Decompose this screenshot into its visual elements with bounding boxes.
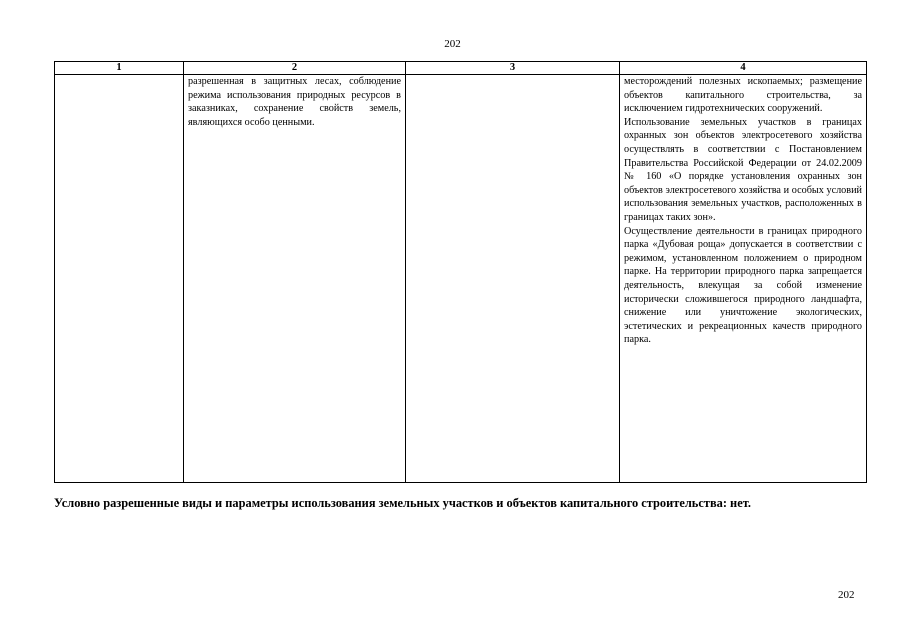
land-use-table [54,61,867,483]
column-header-row [55,62,867,75]
table-row [55,75,867,483]
cell-col3 [406,75,620,483]
page-number-top: 202 [444,38,461,50]
column-header-2: 2 [184,62,406,75]
column-header-1: 1 [55,62,184,75]
column-header-4: 4 [620,62,867,75]
conditional-uses-statement: Условно разрешенные виды и параметры использования земельных участков и объектов капитального строительства: нет. [54,496,751,510]
page-number-bottom: 202 [838,589,855,601]
cell-col2: разрешенная в защитных лесах, соблюдение режима использования природных ресурсов в заказниках, сохранение свойств земель, являющихся особо ценными. [184,75,406,483]
cell-col4-paragraph-3: Осуществление деятельности в границах природного парка «Дубовая роща» допускается в соответствии с режимом, установленном положением о природном парке. На территории природного парка запрещается деятельность, влекущая за собой изменение исторически сложившегося природного ландшафта, снижение или уничтожение экологических, эстетических и рекреационных качеств природного парка. [624,225,862,346]
cell-col4-paragraph-1: месторождений полезных ископаемых; размещение объектов капитального строительства, за исключением гидротехнических сооружений. [624,76,862,115]
cell-col4-paragraph-2: Использование земельных участков в границах охранных зон объектов электросетевого хозяйства осуществлять в соответствии с Постановлением Правительства Российской Федерации от 24.02.2009 № 160 «О порядке установления охранных зон объектов электросетевого хозяйства и особых условий использования земельных участков, расположенных в границах таких зон». [624,116,862,223]
cell-col1 [55,75,184,483]
cell-col4 [620,75,867,483]
column-header-3: 3 [406,62,620,75]
